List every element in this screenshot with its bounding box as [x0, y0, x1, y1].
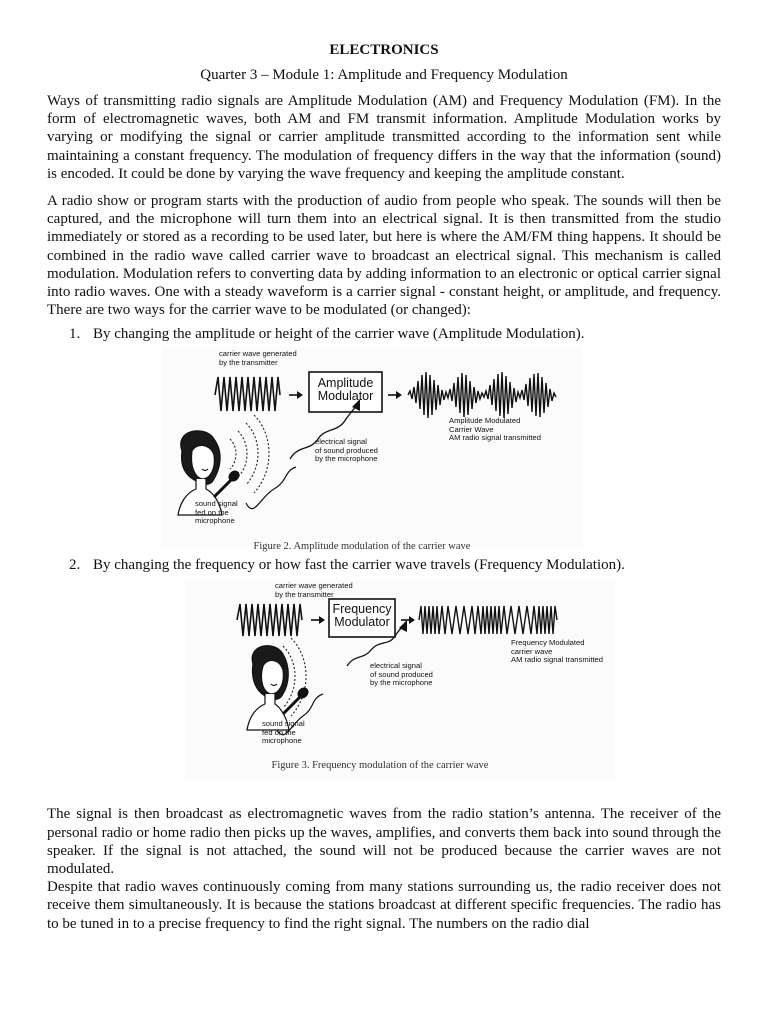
list-text: By changing the amplitude or height of the carrier wave (Amplitude Modulation). — [93, 326, 585, 343]
label-line: fed on the — [195, 507, 229, 517]
label-line: AM radio signal transmitted — [449, 432, 542, 442]
list-item-amplitude — [69, 325, 721, 343]
document-title: ELECTRONICS — [329, 42, 439, 58]
label-line: by the transmitter — [219, 357, 278, 367]
label-line: of sound produced — [370, 669, 433, 679]
document-subtitle: Quarter 3 – Module 1: Amplitude and Frequency Modulation — [200, 67, 568, 83]
label-line: fed on the — [262, 727, 296, 737]
output-label — [449, 417, 541, 442]
label-line: carrier wave generated — [275, 581, 353, 591]
label-line: by the transmitter — [275, 589, 334, 599]
modulator-box-label — [309, 377, 382, 403]
label-line: carrier wave — [511, 646, 553, 656]
carrier-label — [219, 350, 297, 366]
paragraph-intro: Ways of transmitting radio signals are Amplitude Modulation (AM) and Frequency Modulation (FM). In the form of electromagnetic waves, both AM and FM transmit information. Amplitude Modulation works by varying or modifying the signal or carrier amplitude transmitted according to the information sent while maintaining a constant frequency. The modulation of frequency differs in the way that the information (sound) is encoded. It could be done by varying the wave frequency and keeping the amplitude constant. — [47, 93, 721, 182]
list-number: 1. — [69, 326, 81, 343]
paragraph-tuning: Despite that radio waves continuously coming from many stations surrounding us, the radio receiver does not receive them simultaneously. It is because the stations broadcast at different specific frequencies. The radio has to be tuned in to a precise frequency to find the right signal. The numbers on the radio dial — [47, 879, 721, 932]
label-line: sound signal — [195, 499, 238, 509]
paragraph-broadcast: The signal is then broadcast as electromagnetic waves from the radio station’s antenna. The receiver of the personal radio or home radio then picks up the waves, amplifies, and converts them back into sound through the speaker. If the signal is not attached, the sound will not be produced because the carrier waves are not modulated. — [47, 806, 721, 878]
carrier-label — [275, 582, 353, 598]
label-line: sound signal — [262, 719, 305, 729]
label-line: Modulator — [317, 389, 374, 404]
label-line: electrical signal — [370, 661, 422, 671]
electrical-signal-label — [370, 662, 433, 687]
label-line: electrical signal — [315, 437, 367, 447]
label-line: Frequency — [332, 602, 392, 617]
label-line: AM radio signal transmitted — [511, 654, 604, 664]
sound-signal-label — [195, 500, 238, 525]
figure-amplitude-modulation — [162, 347, 582, 562]
label-line: Carrier Wave — [449, 424, 494, 434]
label-line: Amplitude Modulated — [449, 416, 521, 426]
label-line: by the microphone — [370, 677, 433, 687]
label-line: microphone — [262, 735, 302, 745]
sound-signal-label — [262, 720, 305, 745]
label-line: Frequency Modulated — [511, 638, 585, 648]
label-line: Amplitude — [317, 376, 374, 391]
figure-caption: Figure 3. Frequency modulation of the carrier wave — [271, 760, 489, 772]
label-line: Modulator — [334, 615, 390, 630]
output-label — [511, 639, 603, 664]
label-line: carrier wave generated — [219, 349, 297, 359]
paragraph-radio-show: A radio show or program starts with the production of audio from people who speak. The sounds will then be captured, and the microphone will turn them into an electrical signal. It is then transmitted from the studio immediately or stored as a recording to be used later, but here is where the AM/FM thing happens. It should be combined in the radio wave called carrier wave to broadcast an electrical signal. This mechanism is called modulation. Modulation refers to converting data by adding information to an electronic or optical carrier signal into radio waves. One with a steady waveform is a carrier signal - constant height, or amplitude, and frequency. There are two ways for the carrier wave to be modulated (or changed): — [47, 193, 721, 319]
list-text: By changing the frequency or how fast the carrier wave travels (Frequency Modulation). — [93, 557, 625, 574]
electrical-signal-label — [315, 438, 378, 463]
label-line: of sound produced — [315, 445, 378, 455]
figure-frequency-modulation — [185, 580, 615, 795]
figure-caption: Figure 2. Amplitude modulation of the carrier wave — [253, 541, 471, 553]
document-page — [47, 38, 721, 933]
list-number: 2. — [69, 557, 81, 574]
label-line: microphone — [195, 515, 235, 525]
modulator-box-label — [329, 603, 395, 629]
label-line: by the microphone — [315, 453, 378, 463]
